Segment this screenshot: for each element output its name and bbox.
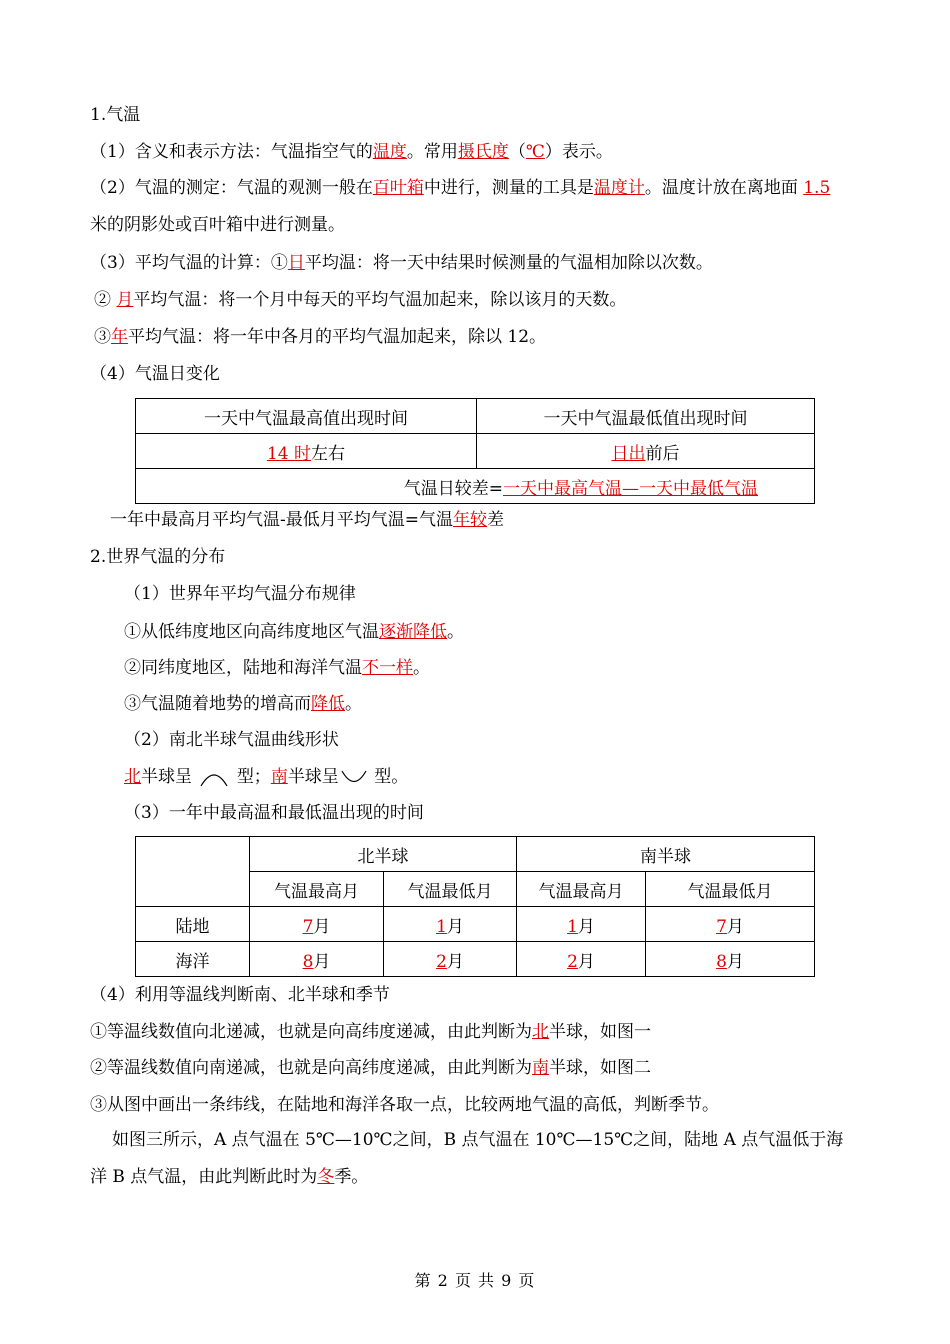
header-north-min: 气温最低月 bbox=[384, 872, 517, 907]
answer-year: 年 bbox=[111, 327, 128, 347]
judge-north-line: ①等温线数值向北递减，也就是向高纬度递减，由此判断为北半球，如图一 bbox=[90, 1022, 651, 1042]
daily-change-table bbox=[135, 398, 815, 504]
monthly-average-line: ② 月平均气温：将一个月中每天的平均气温加起来，除以该月的天数。 bbox=[94, 290, 627, 310]
judge-season-line: ③从图中画出一条纬线，在陆地和海洋各取一点，比较两地气温的高低，判断季节。 bbox=[90, 1095, 719, 1115]
extreme-time-heading: （3）一年中最高温和最低温出现的时间 bbox=[124, 803, 424, 823]
answer-thermometer: 温度计 bbox=[593, 178, 645, 198]
answer-decrease: 降低 bbox=[311, 694, 345, 714]
definition-paragraph: （1）含义和表示方法：气温指空气的温度。常用摄氏度（℃）表示。 bbox=[90, 142, 613, 162]
cup-curve-icon bbox=[339, 768, 369, 788]
header-south-min: 气温最低月 bbox=[646, 872, 815, 907]
answer-month: 月 bbox=[116, 290, 134, 310]
curve-shape-line: 北半球呈 型；南半球呈 型。 bbox=[124, 767, 409, 787]
answer-annual: 年较 bbox=[453, 510, 487, 530]
header-south: 南半球 bbox=[517, 837, 815, 872]
answer-north: 北 bbox=[124, 767, 141, 787]
answer-celsius-symbol: ℃ bbox=[525, 142, 545, 162]
daily-average-line: （3）平均气温的计算：①日平均温：将一天中结果时候测量的气温相加除以次数。 bbox=[90, 253, 713, 273]
answer-louver-box: 百叶箱 bbox=[372, 178, 424, 198]
table-cell: 2月 bbox=[517, 942, 646, 977]
answer-different: 不一样 bbox=[362, 658, 413, 678]
table-cell: 7月 bbox=[250, 907, 384, 942]
table-cell: 8月 bbox=[250, 942, 384, 977]
section-2-title: 2.世界气温的分布 bbox=[90, 547, 226, 567]
cell-min-time: 日出前后 bbox=[477, 434, 815, 469]
table-cell: 1月 bbox=[517, 907, 646, 942]
section-1-title: 1.气温 bbox=[90, 105, 141, 125]
header-max-time: 一天中气温最高值出现时间 bbox=[136, 399, 477, 434]
table-cell: 2月 bbox=[384, 942, 517, 977]
rule-altitude: ③气温随着地势的增高而降低。 bbox=[124, 694, 362, 714]
cell-daily-range: 气温日较差=一天中最高气温—一天中最低气温 bbox=[136, 469, 815, 504]
answer-height: 1.5 bbox=[803, 178, 831, 198]
page-footer: 第 2 页 共 9 页 bbox=[414, 1271, 536, 1290]
table-row bbox=[136, 942, 815, 977]
hemisphere-table bbox=[135, 836, 815, 977]
answer-day: 日 bbox=[287, 253, 305, 273]
answer-south: 南 bbox=[270, 767, 288, 787]
header-south-max: 气温最高月 bbox=[517, 872, 646, 907]
header-north-max: 气温最高月 bbox=[250, 872, 384, 907]
yearly-average-line: ③年平均气温：将一年中各月的平均气温加起来，除以 12。 bbox=[94, 327, 547, 347]
table-cell: 7月 bbox=[646, 907, 815, 942]
rule-latitude: ①从低纬度地区向高纬度地区气温逐渐降低。 bbox=[124, 622, 464, 642]
example-paragraph: 如图三所示，A 点气温在 5℃—10℃之间，B 点气温在 10℃—15℃之间，陆地 A 点气温低于海洋 B 点气温，由此判断此时为冬季。 bbox=[90, 1130, 844, 1187]
answer-sunrise: 日出 bbox=[611, 443, 646, 464]
table-row bbox=[136, 907, 815, 942]
cap-curve-icon bbox=[197, 768, 231, 788]
answer-judge-north: 北 bbox=[532, 1022, 549, 1042]
rule-land-sea: ②同纬度地区，陆地和海洋气温不一样。 bbox=[124, 658, 430, 678]
measurement-paragraph: （2）气温的测定：气温的观测一般在百叶箱中进行，测量的工具是温度计。温度计放在离地面 1.5 米的阴影处或百叶箱中进行测量。 bbox=[90, 178, 831, 235]
distribution-heading: （1）世界年平均气温分布规律 bbox=[124, 584, 356, 604]
answer-temperature: 温度 bbox=[372, 142, 407, 162]
table-cell: 8月 bbox=[646, 942, 815, 977]
answer-celsius: 摄氏度 bbox=[457, 142, 509, 162]
annual-range-line: 一年中最高月平均气温-最低月平均气温=气温年较差 bbox=[110, 510, 504, 530]
header-min-time: 一天中气温最低值出现时间 bbox=[477, 399, 815, 434]
answer-winter: 冬 bbox=[317, 1167, 335, 1187]
cell-max-time: 14 时左右 bbox=[136, 434, 477, 469]
judge-south-line: ②等温线数值向南递减，也就是向高纬度递减，由此判断为南半球，如图二 bbox=[90, 1058, 651, 1078]
answer-14h: 14 时 bbox=[266, 443, 312, 464]
answer-daily-range: 一天中最高气温—一天中最低气温 bbox=[503, 478, 758, 499]
answer-gradually-decrease: 逐渐降低 bbox=[379, 622, 447, 642]
row-label-ocean: 海洋 bbox=[136, 942, 250, 977]
table-cell: 1月 bbox=[384, 907, 517, 942]
row-label-land: 陆地 bbox=[136, 907, 250, 942]
answer-judge-south: 南 bbox=[532, 1058, 549, 1078]
header-north: 北半球 bbox=[250, 837, 517, 872]
curve-heading: （2）南北半球气温曲线形状 bbox=[124, 730, 339, 750]
daily-change-heading: （4）气温日变化 bbox=[90, 364, 220, 384]
corner-cell bbox=[136, 837, 250, 907]
isotherm-heading: （4）利用等温线判断南、北半球和季节 bbox=[90, 985, 390, 1005]
